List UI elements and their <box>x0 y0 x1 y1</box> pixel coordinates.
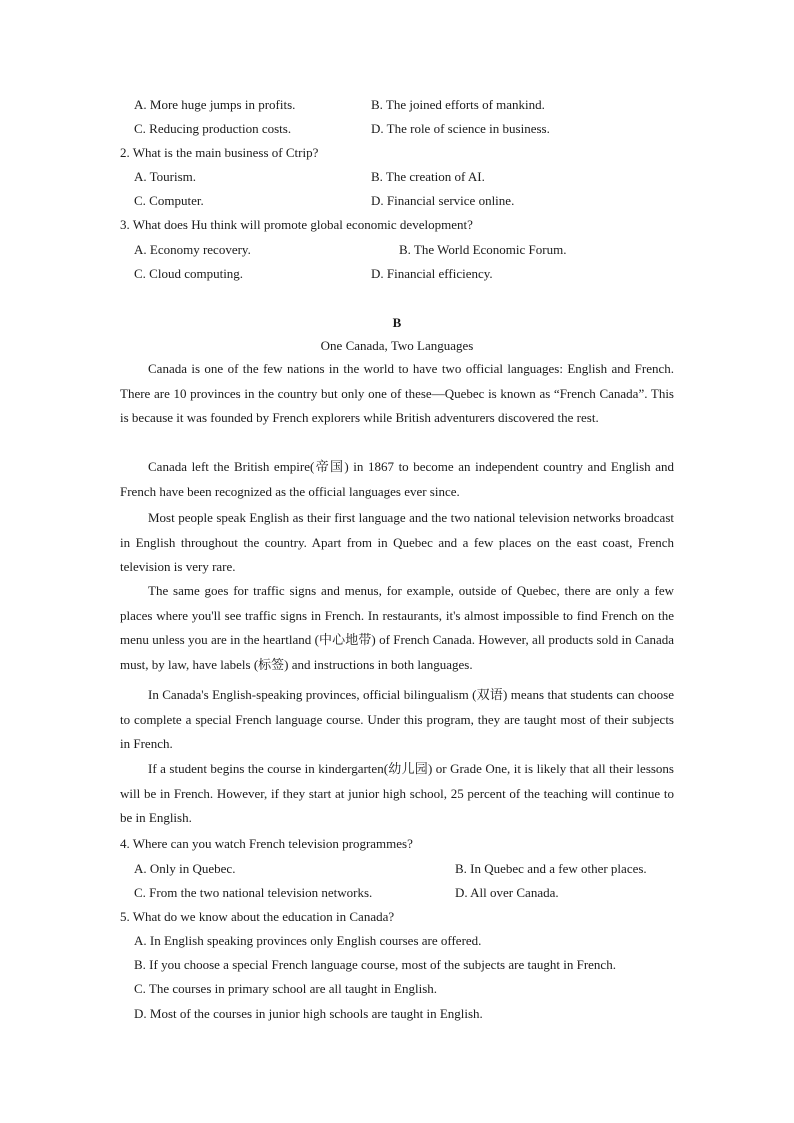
q4-option-d: D. All over Canada. <box>455 885 559 900</box>
q3-option-d: D. Financial efficiency. <box>371 266 493 281</box>
q3-stem: 3. What does Hu think will promote global economic development? <box>120 217 473 232</box>
passage-paragraph-4: The same goes for traffic signs and menus, for example, outside of Quebec, there are only a few places where you'll see traffic signs in French. In restaurants, it's almost impossible to find French on the menu unless you are in the heartland (中心地带) of French Canada. However, all products sold in Canada must, by law, have labels (标签) and instructions in both languages. <box>120 583 674 672</box>
q3-option-a: A. Economy recovery. <box>134 242 251 257</box>
q5-option-a: A. In English speaking provinces only English courses are offered. <box>134 933 482 948</box>
passage-paragraph-5: In Canada's English-speaking provinces, official bilingualism (双语) means that students can choose to complete a special French language course. Under this program, they are taught most of their subjects in French. <box>120 687 674 751</box>
passage-title: One Canada, Two Languages <box>320 338 474 353</box>
passage-paragraph-2: Canada left the British empire(帝国) in 1867 to become an independent country and English and French have been recognized as the official languages ever since. <box>120 459 674 499</box>
passage-paragraph-6: If a student begins the course in kindergarten(幼儿园) or Grade One, it is likely that all their lessons will be in French. However, if they start at junior high school, 25 percent of the teaching will continue to be in English. <box>120 761 674 825</box>
q4-stem: 4. Where can you watch French television programmes? <box>120 836 413 851</box>
q2-stem: 2. What is the main business of Ctrip? <box>120 145 319 160</box>
q2-option-a: A. Tourism. <box>134 169 197 184</box>
q2-option-d: D. Financial service online. <box>371 193 515 208</box>
q4-option-a: A. Only in Quebec. <box>134 861 236 876</box>
q5-stem: 5. What do we know about the education in Canada? <box>120 909 395 924</box>
q1-option-d: D. The role of science in business. <box>371 121 550 136</box>
q5-option-c: C. The courses in primary school are all taught in English. <box>134 981 438 996</box>
passage-paragraph-1: Canada is one of the few nations in the world to have two official languages: English and French. There are 10 provinces in the country but only one of these—Quebec is known as “French Canada”. This is because it was founded by French explorers while British adventurers discovered the rest. <box>120 361 674 425</box>
section-letter: B <box>392 315 402 330</box>
q3-option-b: B. The World Economic Forum. <box>399 242 567 257</box>
passage-paragraph-3: Most people speak English as their first language and the two national television networks broadcast in English throughout the country. Apart from in Quebec and a few places on the east coast, French television is very rare. <box>120 510 674 574</box>
q2-option-b: B. The creation of AI. <box>371 169 485 184</box>
q1-option-a: A. More huge jumps in profits. <box>134 97 296 112</box>
q2-option-c: C. Computer. <box>134 193 204 208</box>
q4-option-b: B. In Quebec and a few other places. <box>455 861 647 876</box>
q1-option-c: C. Reducing production costs. <box>134 121 292 136</box>
q4-option-c: C. From the two national television networks. <box>134 885 373 900</box>
q3-option-c: C. Cloud computing. <box>134 266 244 281</box>
q1-option-b: B. The joined efforts of mankind. <box>371 97 545 112</box>
q5-option-b: B. If you choose a special French language course, most of the subjects are taught in French. <box>134 957 616 972</box>
q5-option-d: D. Most of the courses in junior high schools are taught in English. <box>134 1006 483 1021</box>
